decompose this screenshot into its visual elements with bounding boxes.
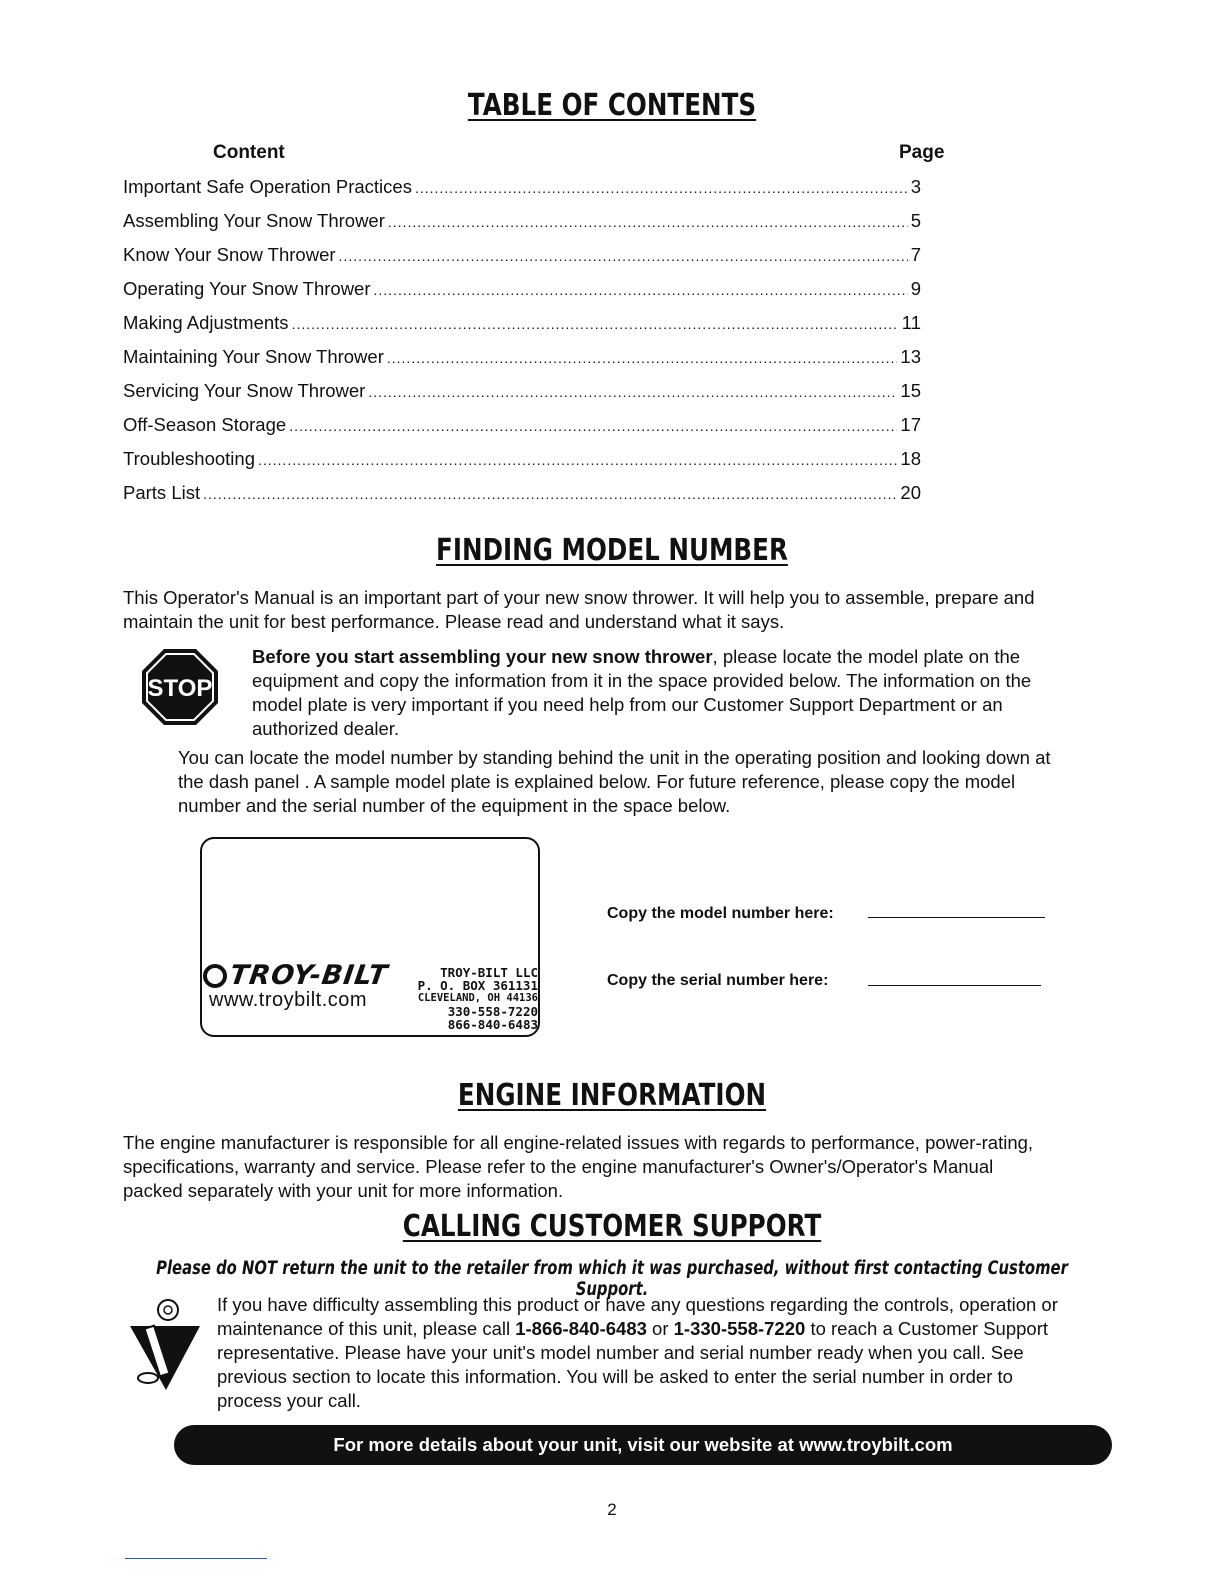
- website-banner: For more details about your unit, visit our website at www.troybilt.com: [174, 1425, 1112, 1465]
- toc-entry: [123, 380, 921, 404]
- brand-logo-icon: [203, 964, 229, 988]
- toc-leader-dots: [374, 282, 908, 298]
- toc-leader-dots: [415, 180, 908, 196]
- brand-url: www.troybilt.com: [209, 989, 368, 1011]
- stop-bold-text: Before you start assembling your new snow thrower: [252, 646, 713, 667]
- toc-page-header: Page: [899, 142, 945, 163]
- toc-leader-dots: [387, 350, 898, 366]
- support-warning: Please do NOT return the unit to the retailer from which it was purchased, without first contacting Customer Support.: [156, 1258, 1068, 1300]
- stop-line: authorized dealer.: [252, 718, 400, 739]
- copy-serial-label: Copy the serial number here:: [607, 972, 829, 989]
- locate-line: the dash panel . A sample model plate is explained below. For future reference, please copy the model: [178, 771, 1016, 792]
- toc-entry-title: Maintaining Your Snow Thrower: [123, 346, 384, 367]
- phone-icon: [126, 1296, 204, 1392]
- copy-model-label: Copy the model number here:: [607, 905, 834, 922]
- toc-entry-title: Parts List: [123, 482, 201, 503]
- support-line: process your call.: [217, 1390, 361, 1411]
- support-line: previous section to locate this information. You will be asked to enter the serial number in order to: [217, 1366, 1013, 1387]
- toc-entry-page: 13: [900, 346, 921, 367]
- engine-title: ENGINE INFORMATION: [457, 1078, 767, 1113]
- toc-entry-page: 5: [910, 210, 921, 231]
- support-text: maintenance of this unit, please call: [217, 1318, 516, 1339]
- toc-leader-dots: [289, 418, 897, 434]
- model-intro-line: maintain the unit for best performance. Please read and understand what it says.: [123, 611, 785, 632]
- support-line: [217, 1317, 1117, 1341]
- toc-entry-title: Troubleshooting: [123, 448, 255, 469]
- toc-leader-dots: [258, 452, 897, 468]
- toc-entry-page: 9: [910, 278, 921, 299]
- toc-entry: [123, 482, 921, 506]
- plate-address-line: P. O. BOX 361131: [417, 978, 538, 993]
- support-phone-1: 1-866-840-6483: [515, 1318, 647, 1339]
- footer-rule: [125, 1558, 267, 1559]
- toc-entry-page: 7: [910, 244, 921, 265]
- engine-line: packed separately with your unit for more information.: [123, 1180, 564, 1201]
- engine-line: The engine manufacturer is responsible for all engine-related issues with regards to performance, power-rating,: [123, 1132, 1034, 1153]
- plate-address: [402, 966, 538, 1031]
- support-text: to reach a Customer Support: [805, 1318, 1048, 1339]
- stop-sign-icon: [140, 647, 220, 727]
- toc-title: TABLE OF CONTENTS: [467, 88, 757, 123]
- toc-entry: [123, 448, 921, 472]
- toc-entry: [123, 244, 921, 268]
- locate-line: number and the serial number of the equipment in the space below.: [178, 795, 731, 816]
- plate-address-line: CLEVELAND, OH 44136: [417, 992, 538, 1004]
- toc-entry-title: Making Adjustments: [123, 312, 289, 333]
- stop-line: [252, 645, 1112, 669]
- support-title: CALLING CUSTOMER SUPPORT: [402, 1209, 822, 1244]
- plate-address-line: TROY-BILT LLC: [440, 965, 538, 980]
- toc-entry-title: Operating Your Snow Thrower: [123, 278, 371, 299]
- toc-entry: [123, 210, 921, 234]
- toc-entry-title: Important Safe Operation Practices: [123, 176, 412, 197]
- toc-entry-page: 3: [910, 176, 921, 197]
- page-number: 2: [607, 1500, 617, 1519]
- toc-entry-title: Off-Season Storage: [123, 414, 287, 435]
- engine-paragraph: [123, 1131, 1123, 1203]
- support-line: representative. Please have your unit's model number and serial number ready when you call. See: [217, 1342, 1024, 1363]
- support-paragraph: [217, 1293, 1117, 1413]
- toc-entry-page: 17: [900, 414, 921, 435]
- stop-line: model plate is very important if you need help from our Customer Support Department or an: [252, 694, 1003, 715]
- toc-leader-dots: [368, 384, 897, 400]
- plate-address-line: 330-558-7220: [447, 1004, 538, 1019]
- serial-number-field[interactable]: [868, 985, 1041, 986]
- toc-leader-dots: [292, 316, 899, 332]
- model-title: FINDING MODEL NUMBER: [436, 533, 788, 568]
- stop-sign-text: STOP: [147, 675, 213, 702]
- toc-entry-page: 11: [901, 312, 921, 333]
- toc-entry-page: 18: [900, 448, 921, 469]
- model-number-field[interactable]: [868, 917, 1045, 918]
- toc-entry: [123, 176, 921, 200]
- engine-line: specifications, warranty and service. Please refer to the engine manufacturer's Owner's/Operator's Manual: [123, 1156, 994, 1177]
- plate-address-line: 866-840-6483: [447, 1017, 538, 1032]
- locate-line: You can locate the model number by standing behind the unit in the operating position and looking down at: [178, 747, 1051, 768]
- toc-entry: [123, 312, 921, 336]
- brand-logo: TROY-BILT: [227, 960, 390, 991]
- locate-paragraph: [178, 746, 1138, 818]
- toc-leader-dots: [388, 214, 908, 230]
- stop-text: , please locate the model plate on the: [712, 646, 1021, 667]
- support-line: If you have difficulty assembling this product or have any questions regarding the controls, operation or: [217, 1294, 1058, 1315]
- toc-content-header: Content: [213, 142, 285, 163]
- stop-line: equipment and copy the information from it in the space provided below. The information on the: [252, 670, 1032, 691]
- support-text: or: [646, 1318, 674, 1339]
- toc-leader-dots: [203, 486, 897, 502]
- toc-entry-page: 15: [900, 380, 921, 401]
- toc-entry-title: Know Your Snow Thrower: [123, 244, 336, 265]
- toc-entry-title: Assembling Your Snow Thrower: [123, 210, 385, 231]
- toc-entry: [123, 414, 921, 438]
- support-phone-2: 1-330-558-7220: [673, 1318, 806, 1339]
- toc-entry: [123, 278, 921, 302]
- toc-entry: [123, 346, 921, 370]
- toc-leader-dots: [339, 248, 908, 264]
- toc-entry-page: 20: [900, 482, 921, 503]
- toc-entry-title: Servicing Your Snow Thrower: [123, 380, 366, 401]
- stop-paragraph: [252, 645, 1112, 741]
- model-intro-line: This Operator's Manual is an important part of your new snow thrower. It will help you to assemble, prepare and: [123, 587, 1035, 608]
- model-intro: [123, 586, 1123, 634]
